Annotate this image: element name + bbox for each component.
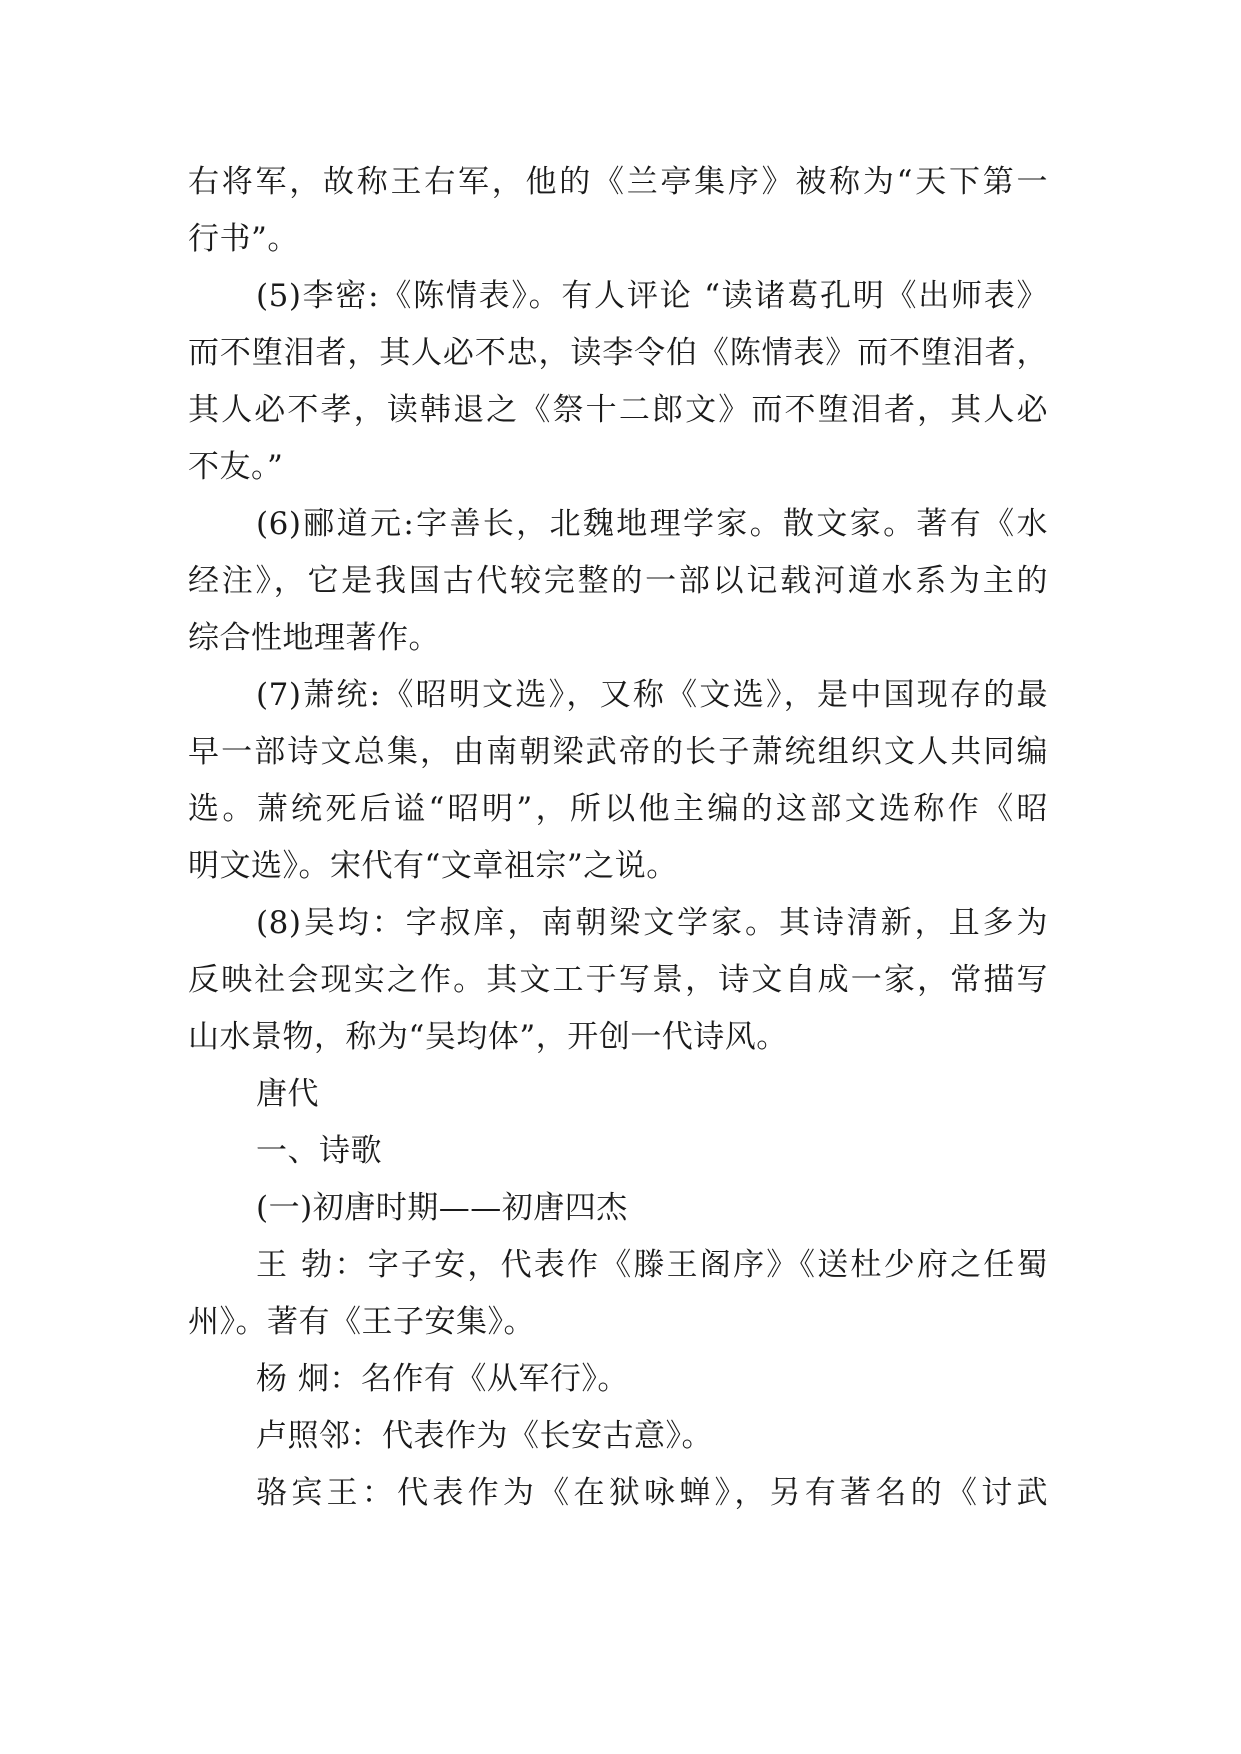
text-line: 山水景物，称为“吴均体”，开创一代诗风。 [188, 1019, 788, 1055]
text-line: 州》。著有《王子安集》。 [188, 1304, 535, 1340]
text-line: 反映社会现实之作。其文工于写景，诗文自成一家，常描写 [188, 962, 1048, 998]
text-line: 早一部诗文总集，由南朝梁武帝的长子萧统组织文人共同编 [188, 734, 1048, 770]
text-line: 选。萧统死后谥“昭明”，所以他主编的这部文选称作《昭 [188, 791, 1048, 827]
text-line: 明文选》。宋代有“文章祖宗”之说。 [188, 848, 678, 884]
section-heading: 唐代 [256, 1076, 319, 1112]
text-line: (7)萧统:《昭明文选》，又称《文选》，是中国现存的最 [256, 677, 1048, 713]
text-line: (8)吴均：字叔庠，南朝梁文学家。其诗清新，且多为 [256, 905, 1048, 941]
text-line: (5)李密:《陈情表》。有人评论 “读诸葛孔明《出师表》 [256, 278, 1048, 314]
text-line: 右将军，故称王右军，他的《兰亭集序》被称为“天下第一 [188, 164, 1048, 200]
text-line: 骆宾王：代表作为《在狱咏蝉》，另有著名的《讨武 [256, 1475, 1048, 1511]
text-line: 卢照邻：代表作为《长安古意》。 [256, 1418, 713, 1454]
text-line: 行书”。 [188, 221, 299, 257]
text-line: 其人必不孝，读韩退之《祭十二郎文》而不堕泪者，其人必 [188, 392, 1048, 428]
text-line: 王 勃：字子安，代表作《滕王阁序》《送杜少府之任蜀 [256, 1247, 1048, 1283]
text-line: 综合性地理著作。 [188, 620, 440, 656]
text-line: 不友。” [188, 449, 284, 485]
section-heading: 一、诗歌 [256, 1133, 382, 1169]
text-line: 而不堕泪者，其人必不忠，读李令伯《陈情表》而不堕泪者， [188, 335, 1048, 371]
text-line: 杨 炯：名作有《从军行》。 [256, 1361, 629, 1397]
section-heading: (一)初唐时期——初唐四杰 [256, 1190, 628, 1226]
text-line: (6)郦道元:字善长，北魏地理学家。散文家。著有《水 [256, 506, 1048, 542]
text-line: 经注》，它是我国古代较完整的一部以记载河道水系为主的 [188, 563, 1048, 599]
